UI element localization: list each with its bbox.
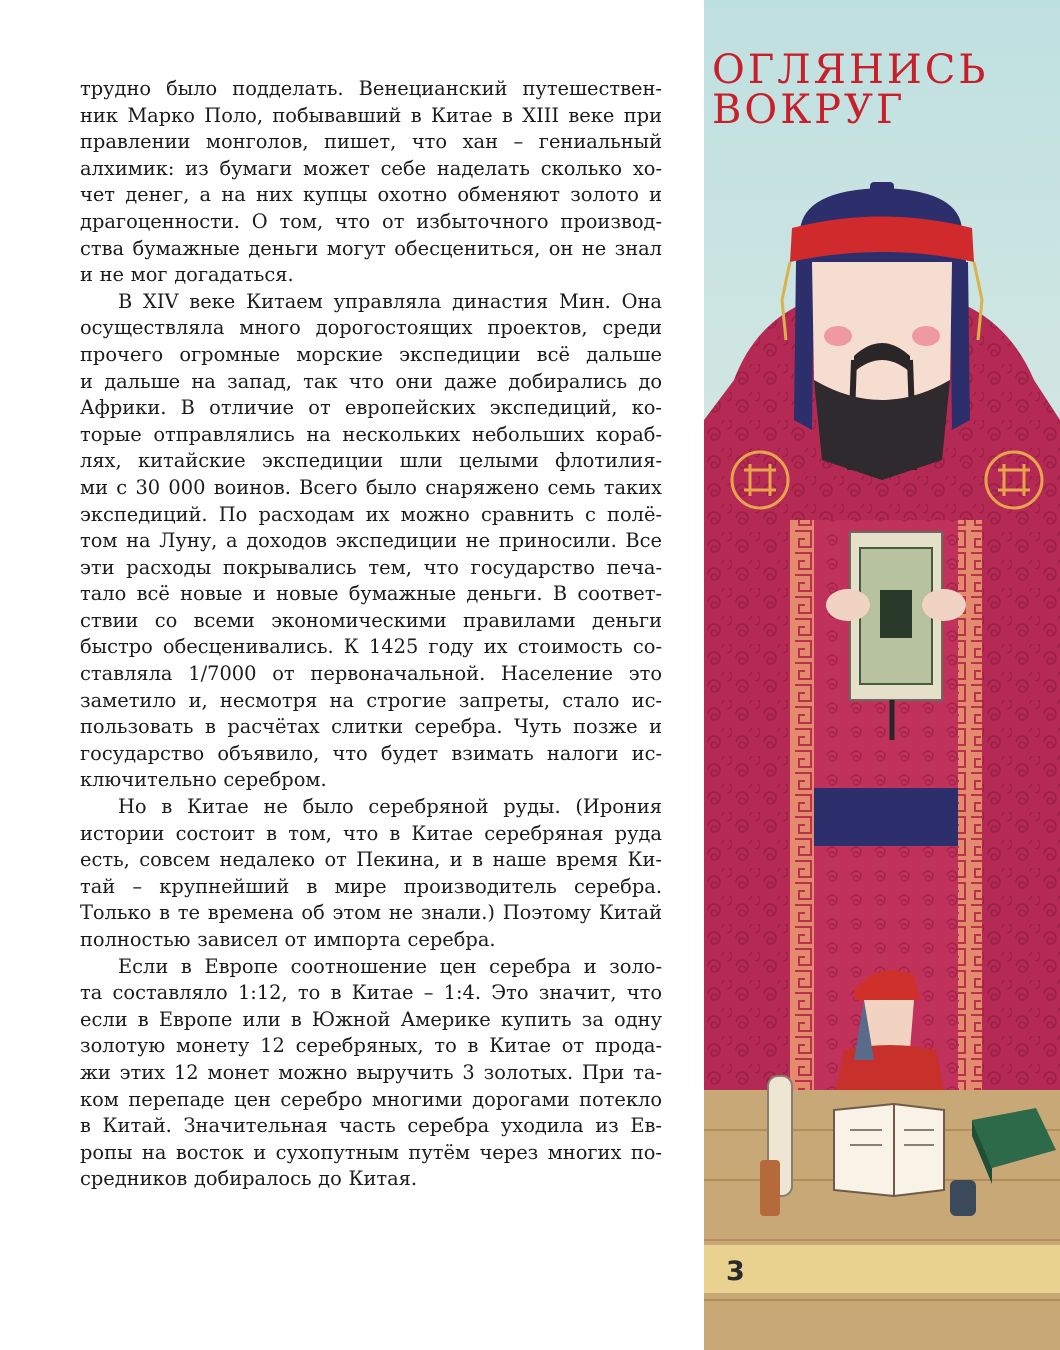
text-line: ства бумажные деньги могут обесцениться, он не знал <box>80 236 662 260</box>
text-line: ропы на восток и сухопутным путём через многих по- <box>80 1140 662 1164</box>
text-line: тало всё новые и новые бумажные деньги. В соответ- <box>80 582 662 606</box>
text-line: трудно было подделать. Венецианский путешествен- <box>80 77 662 100</box>
section-heading-line1: ОГЛЯНИСЬ <box>712 47 989 93</box>
text-line: ствии со всеми экономическими правилами деньги <box>80 608 662 632</box>
text-line: тай – крупнейший в мире производитель серебра. <box>80 874 662 898</box>
text-line: и дальше на запад, так что они даже добирались до <box>80 369 662 393</box>
illustration-panel <box>704 0 1060 1350</box>
section-heading-line2: ВОКРУГ <box>712 87 906 133</box>
text-line: ми с 30 000 воинов. Всего было снаряжено семь таких <box>80 475 662 499</box>
text-line: Если в Европе соотношение цен серебра и золо- <box>118 954 662 978</box>
text-line: экспедиций. По расходам их можно сравнить с полё- <box>80 502 662 526</box>
text-line: драгоценности. О том, что от избыточного производ- <box>80 209 662 233</box>
text-line: Но в Китае не было серебряной руды. (Ирония <box>118 795 662 819</box>
text-line: государство объявило, что будет взимать налоги ис- <box>80 741 662 765</box>
section-heading <box>712 47 989 133</box>
text-line: чет денег, а на них купцы охотно обменяют золото и <box>80 183 662 207</box>
text-line: полностью зависел от импорта серебра. <box>80 928 496 951</box>
text-line: средников добиралось до Китая. <box>80 1167 418 1191</box>
text-line: жи этих 12 монет можно выручить 3 золотых. При та- <box>80 1060 662 1084</box>
text-line: и не мог догадаться. <box>80 263 294 287</box>
main-text-column <box>80 76 662 1193</box>
text-line: быстро обесценивались. К 1425 году их стоимость со- <box>80 635 662 659</box>
text-line: ком перепаде цен серебро многими дорогами потекло <box>80 1087 662 1111</box>
text-line: ключительно серебром. <box>80 768 327 792</box>
text-line: В XIV веке Китаем управляла династия Мин. Она <box>118 289 662 313</box>
text-line: осуществляла много дорогостоящих проектов, среди <box>80 316 662 340</box>
text-line: Только в те времена об этом не знали.) Поэтому Китай <box>80 901 662 925</box>
text-line: та составляло 1:12, то в Китае – 1:4. Это значит, что <box>80 981 662 1005</box>
text-line: алхимик: из бумаги может себе наделать сколько хо- <box>80 156 662 180</box>
page-number: 3 <box>726 1256 745 1287</box>
text-line: золотую монету 12 серебряных, то в Китае от прода- <box>80 1034 662 1058</box>
illustration-emperor-and-scribe <box>704 0 1060 1350</box>
text-line: ставляла 1/7000 от первоначальной. Население это <box>80 662 662 686</box>
text-line: прочего огромные морские экспедиции всё дальше <box>80 342 662 366</box>
text-line: если в Европе или в Южной Америке купить за одну <box>80 1007 662 1031</box>
text-line: эти расходы покрывались тем, что государство печа- <box>80 555 662 579</box>
text-line: есть, совсем недалеко от Пекина, и в наше время Ки- <box>80 848 662 872</box>
text-line: том на Луну, а доходов экспедиции не приносили. Все <box>80 529 662 553</box>
text-line: истории состоит в том, что в Китае серебряная руда <box>80 821 662 845</box>
text-line: заметило и, несмотря на строгие запреты, стало ис- <box>80 688 662 712</box>
text-line: ник Марко Поло, побывавший в Китае в XIII веке при <box>80 103 662 127</box>
text-line: Африки. В отличие от европейских экспедиций, ко- <box>80 396 662 420</box>
text-line: лях, китайские экспедиции шли целыми флотилия- <box>80 449 662 473</box>
text-line: пользовать в расчётах слитки серебра. Чуть позже и <box>80 715 662 739</box>
text-line: торые отправлялись на нескольких небольших кораб- <box>80 422 662 446</box>
text-line: в Китай. Значительная часть серебра уходила из Ев- <box>80 1114 662 1138</box>
text-line: правлении монголов, пишет, что хан – гениальный <box>80 130 662 154</box>
